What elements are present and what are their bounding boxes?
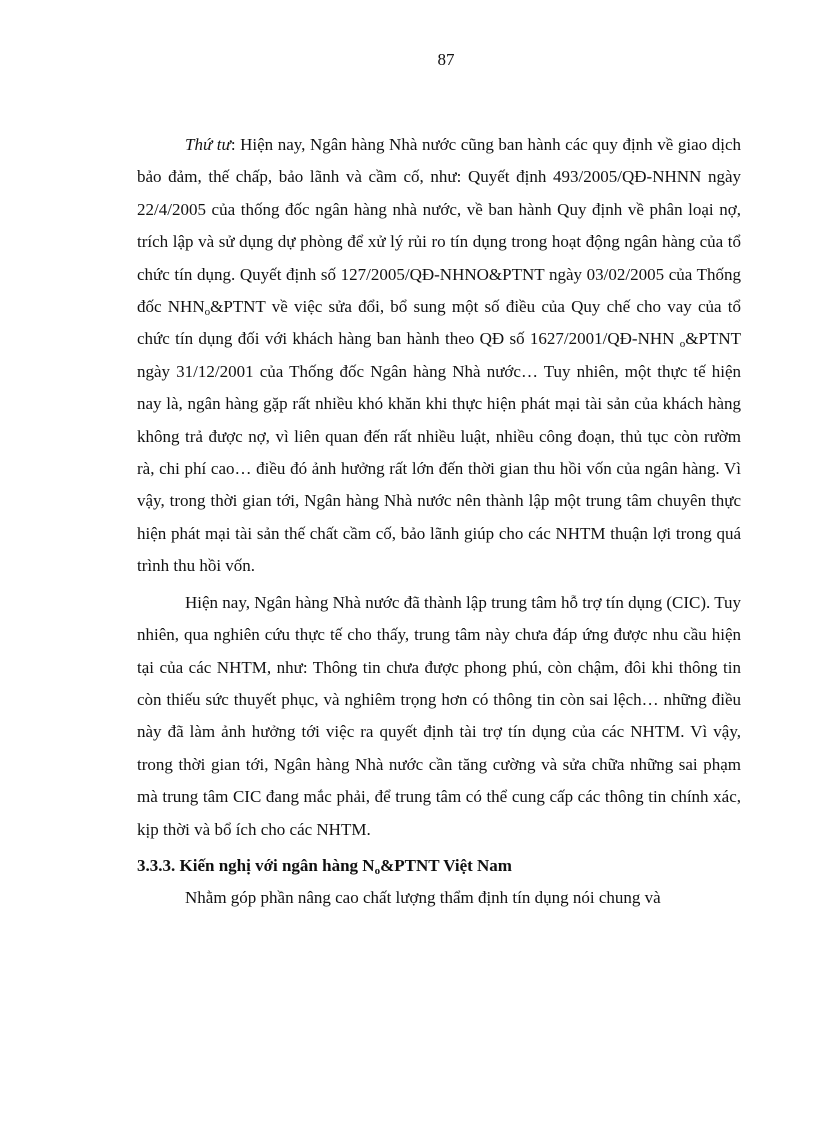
paragraph-1-text-a: : Hiện nay, Ngân hàng Nhà nước cũng ban hành các quy định về giao dịch bảo đảm, thế chấp, bảo lãnh và cầm cố, như: Quyết định 493/2005/QĐ-NHNN ngày 22/4/2005 của thống đốc ngân hàng nhà nước, về ban hành Quy định về phân loại nợ, trích lập và sử dụng dự phòng để xử lý rủi ro tín dụng trong hoạt động ngân hàng của tổ chức tín dụng. Quyết định số 127/2005/QĐ-NHNO&PTNT ngày 03/02/2005 của Thống đốc NHN (137, 135, 741, 317)
subscript-o: o (374, 864, 381, 877)
subscript-o: o (679, 338, 686, 351)
section-heading-text-a: 3.3.3. Kiến nghị với ngân hàng N (137, 855, 375, 875)
paragraph-2 (137, 587, 741, 846)
page-number: 87 (437, 50, 455, 69)
section-heading-text-b: &PTNT Việt Nam (380, 855, 512, 875)
paragraph-2-text: Hiện nay, Ngân hàng Nhà nước đã thành lập trung tâm hỗ trợ tín dụng (CIC). Tuy nhiên, qua nghiên cứu thực tế cho thấy, trung tâm này chưa đáp ứng được nhu cầu hiện tại của các NHTM, như: Thông tin chưa được phong phú, còn chậm, đôi khi thông tin còn thiếu sức thuyết phục, và nghiêm trọng hơn có thông tin còn sai lệch… những điều này đã làm ảnh hưởng tới việc ra quyết định tài trợ tín dụng của các NHTM. Vì vậy, trong thời gian tới, Ngân hàng Nhà nước cần tăng cường và sửa chữa những sai phạm mà trung tâm CIC đang mắc phải, để trung tâm có thể cung cấp các thông tin chính xác, kịp thời và bổ ích cho các NHTM. (137, 592, 741, 839)
document-body (137, 129, 741, 915)
paragraph-3 (137, 882, 741, 914)
paragraph-1 (137, 129, 741, 583)
paragraph-1-text-b: &PTNT về việc sửa đổi, bổ sung một số điều của Quy chế cho vay của tổ chức tín dụng đối với khách hàng ban hành theo QĐ số 1627/2001/QĐ-NHN (137, 297, 741, 349)
paragraph-3-text: Nhằm góp phần nâng cao chất lượng thẩm định tín dụng nói chung và (185, 888, 661, 908)
subscript-o: o (204, 306, 211, 319)
section-heading (137, 850, 741, 882)
paragraph-1-text-c: &PTNT ngày 31/12/2001 của Thống đốc Ngân hàng Nhà nước… Tuy nhiên, một thực tế hiện nay là, ngân hàng gặp rất nhiều khó khăn khi thực hiện phát mại tài sản của khách hàng không trả được nợ, vì liên quan đến rất nhiều luật, nhiều công đoạn, thủ tục còn rườm rà, chi phí cao… điều đó ảnh hưởng rất lớn đến thời gian thu hồi vốn của ngân hàng. Vì vậy, trong thời gian tới, Ngân hàng Nhà nước nên thành lập một trung tâm chuyên thực hiện phát mại tài sản thế chất cầm cố, bảo lãnh giúp cho các NHTM thuận lợi trong quá trình thu hồi vốn. (137, 329, 741, 576)
paragraph-1-lead: Thứ tư (185, 135, 231, 154)
